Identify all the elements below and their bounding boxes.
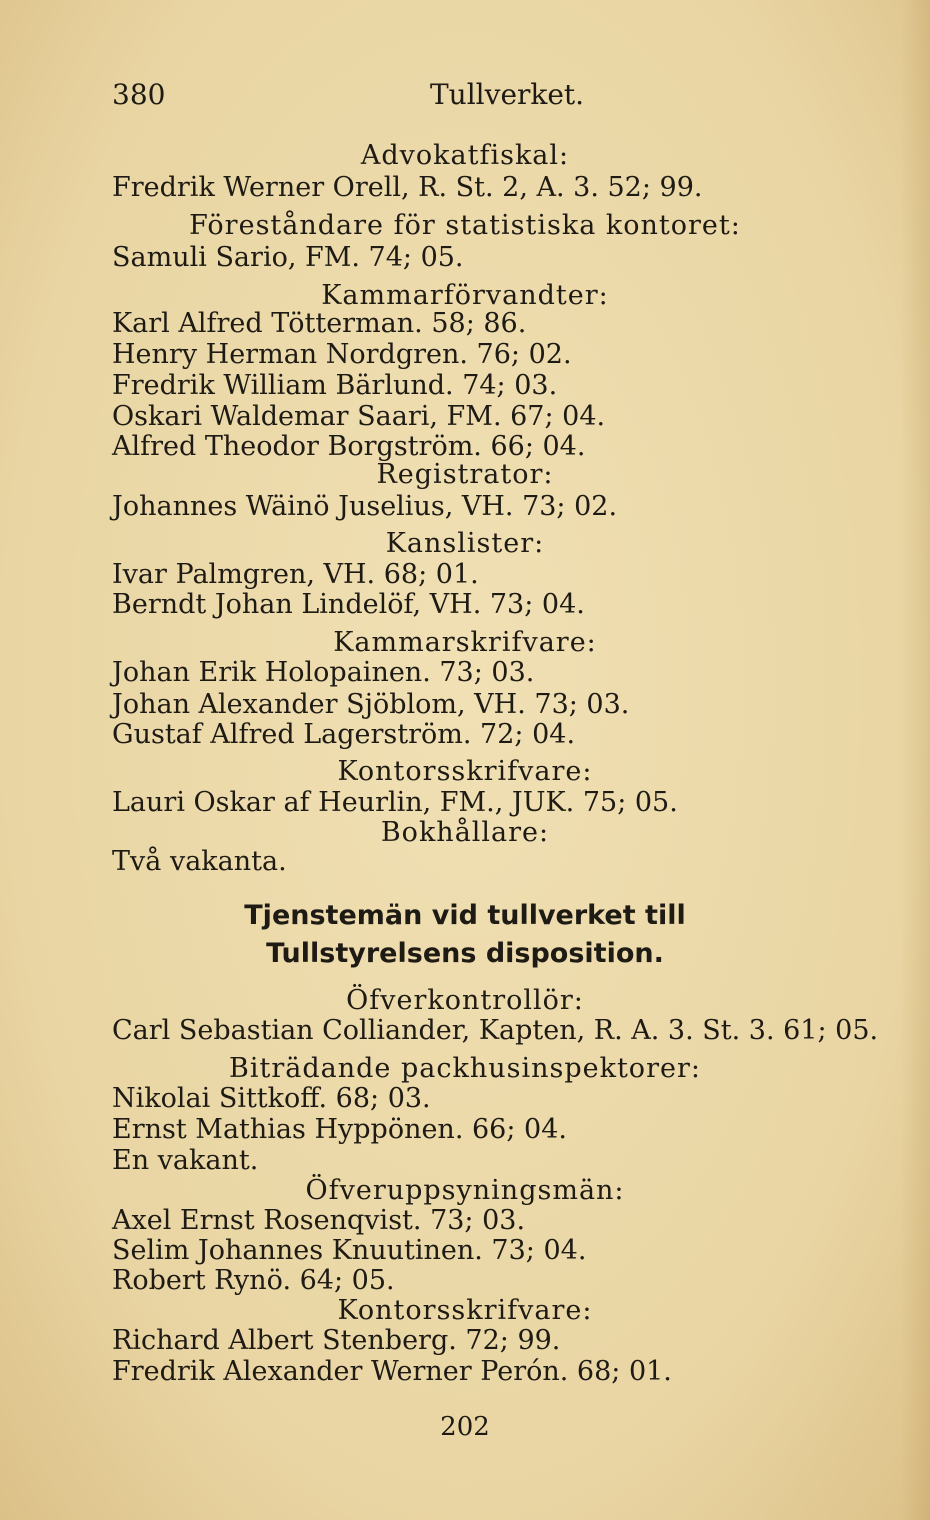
list-item: Ivar Palmgren, VH. 68; 01.: [112, 559, 479, 590]
list-item: Gustaf Alfred Lagerström. 72; 04.: [112, 719, 576, 750]
heading-bokhallare: Bokhållare:: [380, 817, 550, 848]
heading-kammarforvandter: Kammarförvandter:: [321, 280, 609, 311]
list-item: Ernst Mathias Hyppönen. 66; 04.: [112, 1114, 567, 1145]
list-item: Axel Ernst Rosenqvist. 73; 03.: [112, 1205, 526, 1236]
heading-kontorsskrifvare: Kontorsskrifvare:: [337, 756, 593, 787]
list-item: Robert Rynö. 64; 05.: [112, 1265, 395, 1296]
heading-kammarskrifvare: Kammarskrifvare:: [333, 627, 597, 658]
heading-bitradande: Biträdande packhusinspektorer:: [229, 1053, 701, 1084]
list-item: Fredrik William Bärlund. 74; 03.: [112, 370, 558, 401]
list-item: Johannes Wäinö Juselius, VH. 73; 02.: [112, 491, 618, 522]
list-item: Carl Sebastian Colliander, Kapten, R. A. 3. St. 3. 61; 05.: [112, 1015, 879, 1046]
heading-kontorsskrifvare-2: Kontorsskrifvare:: [337, 1295, 593, 1326]
list-item: Fredrik Werner Orell, R. St. 2, A. 3. 52; 99.: [112, 172, 703, 203]
list-item: Johan Erik Holopainen. 73; 03.: [112, 657, 535, 688]
list-item: Samuli Sario, FM. 74; 05.: [112, 242, 464, 273]
heading-advokatfiskal: Advokatfiskal:: [360, 140, 570, 171]
page-header: [0, 78, 930, 118]
heading-kanslister: Kanslister:: [385, 528, 545, 559]
heading-forestandare: Föreståndare för statistiska kontoret:: [189, 210, 741, 241]
section-title-line1: Tjenstemän vid tullverket till: [244, 900, 686, 931]
list-item: Nikolai Sittkoff. 68; 03.: [112, 1083, 431, 1114]
list-item: Oskari Waldemar Saari, FM. 67; 04.: [112, 401, 606, 432]
page-number: 380: [112, 78, 166, 111]
list-item: Karl Alfred Tötterman. 58; 86.: [112, 308, 527, 339]
heading-ofverkontrollor: Öfverkontrollör:: [346, 985, 584, 1016]
list-item: En vakant.: [112, 1145, 259, 1176]
list-item: Johan Alexander Sjöblom, VH. 73; 03.: [112, 689, 630, 720]
section-title-line2: Tullstyrelsens disposition.: [266, 938, 664, 969]
list-item: Lauri Oskar af Heurlin, FM., JUK. 75; 05.: [112, 787, 678, 818]
list-item: Richard Albert Stenberg. 72; 99.: [112, 1325, 561, 1356]
signature-mark: 202: [440, 1412, 490, 1442]
list-item: Två vakanta.: [112, 846, 287, 877]
list-item: Selim Johannes Knuutinen. 73; 04.: [112, 1235, 587, 1266]
heading-ofveruppsyningsman: Öfveruppsyningsmän:: [305, 1175, 625, 1206]
heading-registrator: Registrator:: [376, 459, 554, 490]
list-item: Fredrik Alexander Werner Perón. 68; 01.: [112, 1356, 672, 1387]
running-title: Tullverket.: [430, 78, 585, 111]
list-item: Henry Herman Nordgren. 76; 02.: [112, 339, 572, 370]
list-item: Berndt Johan Lindelöf, VH. 73; 04.: [112, 589, 585, 620]
list-item: Alfred Theodor Borgström. 66; 04.: [112, 431, 586, 462]
